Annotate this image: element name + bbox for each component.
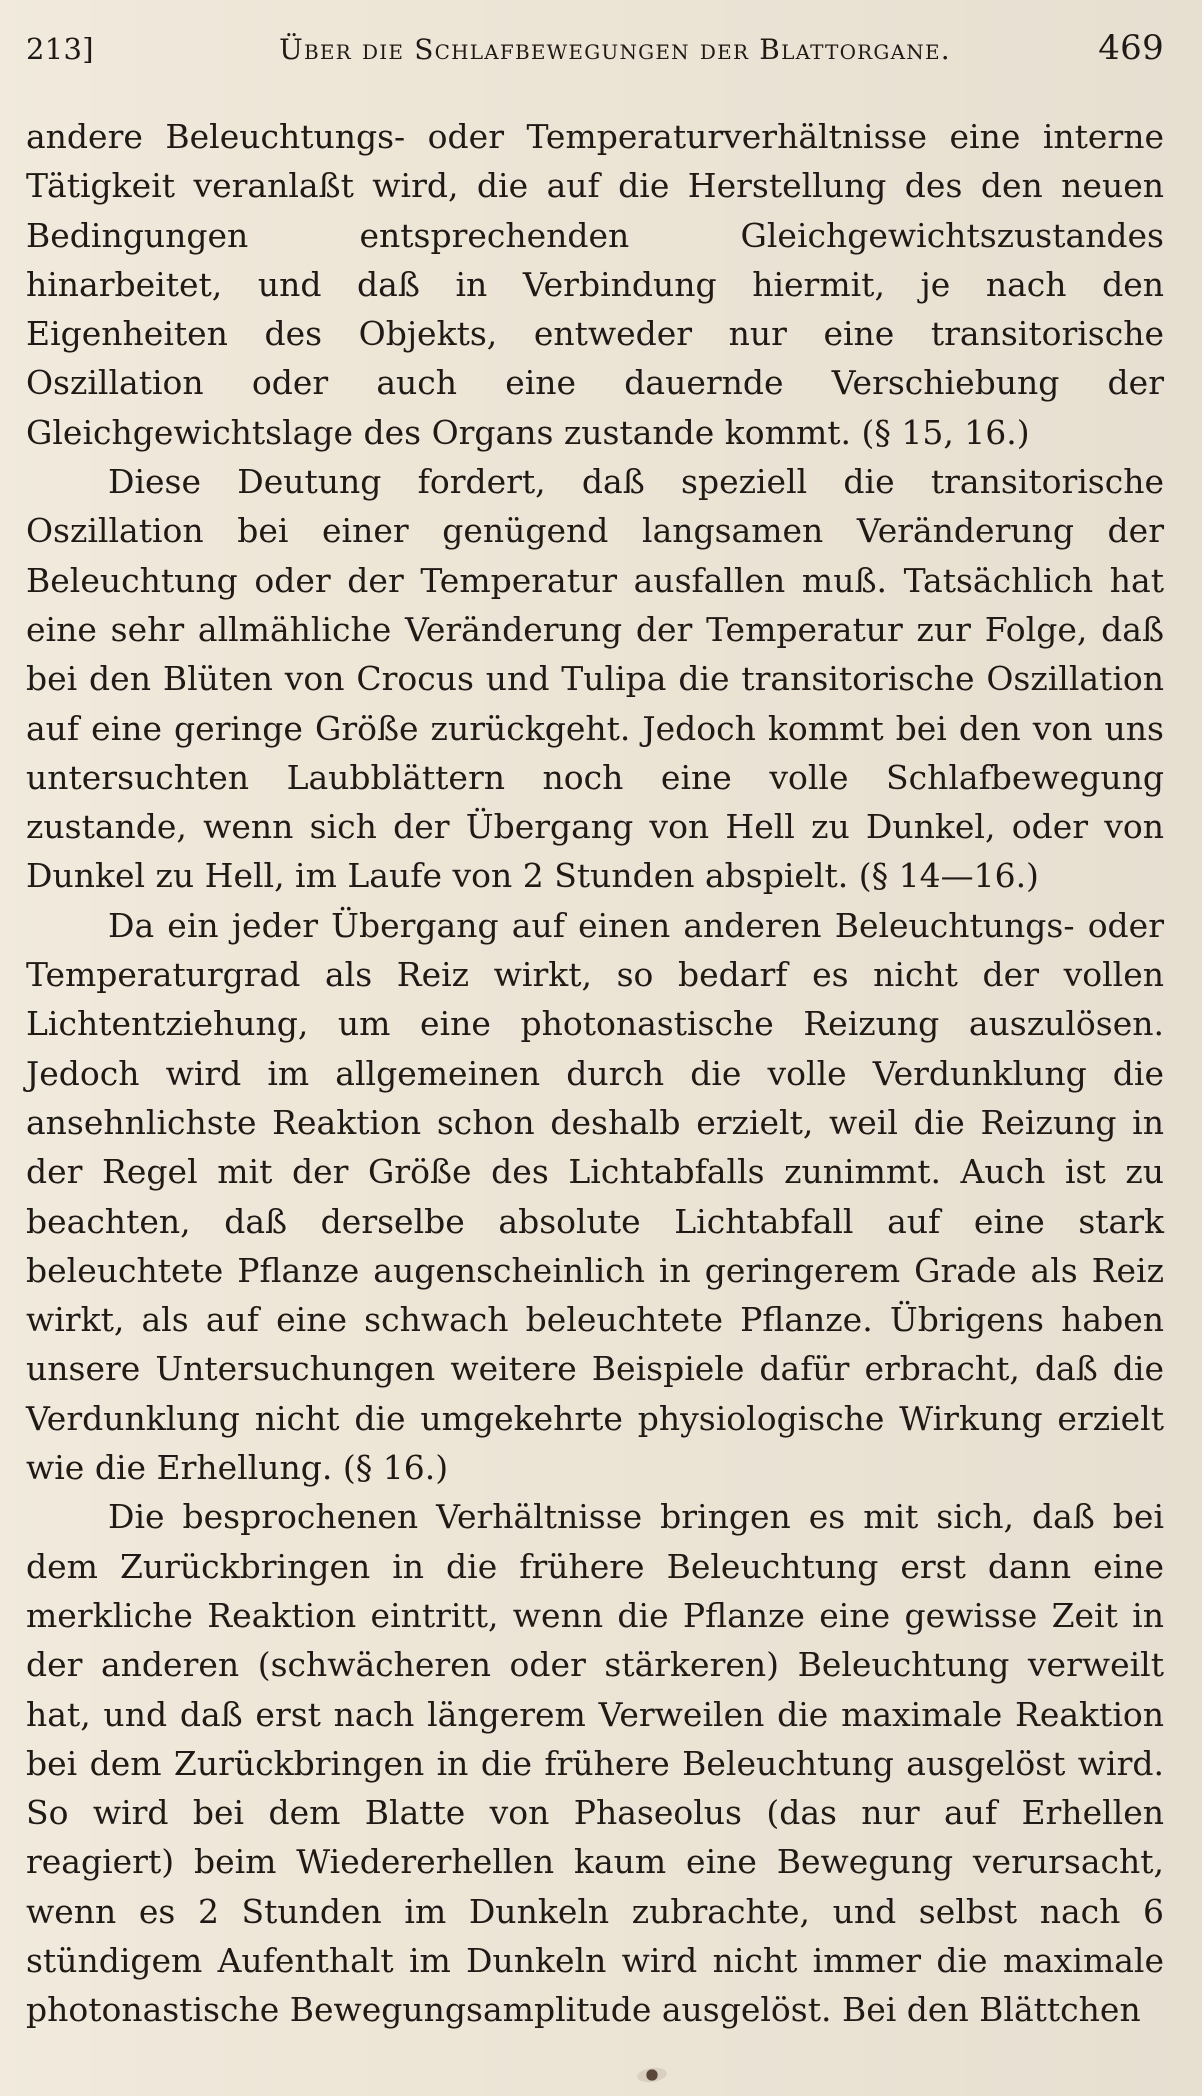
ink-smudge-mark — [636, 2066, 668, 2084]
paragraph-3: Da ein jeder Übergang auf einen anderen Beleuchtungs- oder Temperaturgrad als Reiz wirkt, so bedarf es nicht der vollen Lichtentziehung, um eine photonastische Reizung auszulösen. Jedoch wird im allgemeinen durch die volle Verdunklung die ansehnlichste Reaktion schon deshalb erzielt, weil die Reizung in der Regel mit der Größe des Lichtabfalls zunimmt. Auch ist zu beachten, daß derselbe absolute Lichtabfall auf eine stark beleuchtete Pflanze augenscheinlich in geringerem Grade als Reiz wirkt, als auf eine schwach beleuchtete Pflanze. Übrigens haben unsere Untersuchungen weitere Beispiele dafür erbracht, daß die Verdunklung nicht die umgekehrte physiologische Wirkung erzielt wie die Erhellung. (§ 16.) — [26, 905, 1164, 1488]
running-header — [26, 28, 1164, 112]
paragraph-2: Diese Deutung fordert, daß speziell die transitorische Oszillation bei einer genügend langsamen Veränderung der Beleuchtung oder der Temperatur ausfallen muß. Tatsächlich hat eine sehr allmähliche Veränderung der Temperatur zur Folge, daß bei den Blüten von Crocus und Tulipa die transitorische Oszillation auf eine geringe Größe zurückgeht. Jedoch kommt bei den von uns untersuchten Laubblättern noch eine volle Schlafbewegung zustande, wenn sich der Übergang von Hell zu Dunkel, oder von Dunkel zu Hell, im Laufe von 2 Stunden abspielt. (§ 14—16.) — [26, 462, 1164, 896]
paragraph-4: Die besprochenen Verhältnisse bringen es mit sich, daß bei dem Zurückbringen in die frühere Beleuchtung erst dann eine merkliche Reaktion eintritt, wenn die Pflanze eine gewisse Zeit in der anderen (schwächeren oder stärkeren) Beleuchtung verweilt hat, und daß erst nach längerem Verweilen die maximale Reaktion bei dem Zurückbringen in die frühere Beleuchtung ausgelöst wird. So wird bei dem Blatte von Phaseolus (das nur auf Erhellen reagiert) beim Wiedererhellen kaum eine Bewegung verursacht, wenn es 2 Stunden im Dunkeln zubrachte, und selbst nach 6 stündigem Aufenthalt im Dunkeln wird nicht immer die maximale photonastische Bewegungsamplitude ausgelöst. Bei den Blättchen — [26, 1497, 1164, 2030]
paragraph-1: andere Beleuchtungs- oder Temperaturverhältnisse eine interne Tätigkeit veranlaßt wird, die auf die Herstellung des den neuen Bedingungen entsprechenden Gleichgewichtszustandes hinarbeitet, und daß in Verbindung hiermit, je nach den Eigenheiten des Objekts, entweder nur eine transitorische Oszillation oder auch eine dauernde Verschiebung der Gleichgewichtslage des Organs zustande kommt. (§ 15, 16.) — [26, 117, 1164, 452]
page-range-marker: 213] — [26, 32, 94, 66]
page-body-text — [26, 112, 1164, 2035]
page-number: 469 — [1098, 28, 1164, 68]
running-title: Über die Schlafbewegungen der Blattorgane. — [279, 33, 951, 66]
